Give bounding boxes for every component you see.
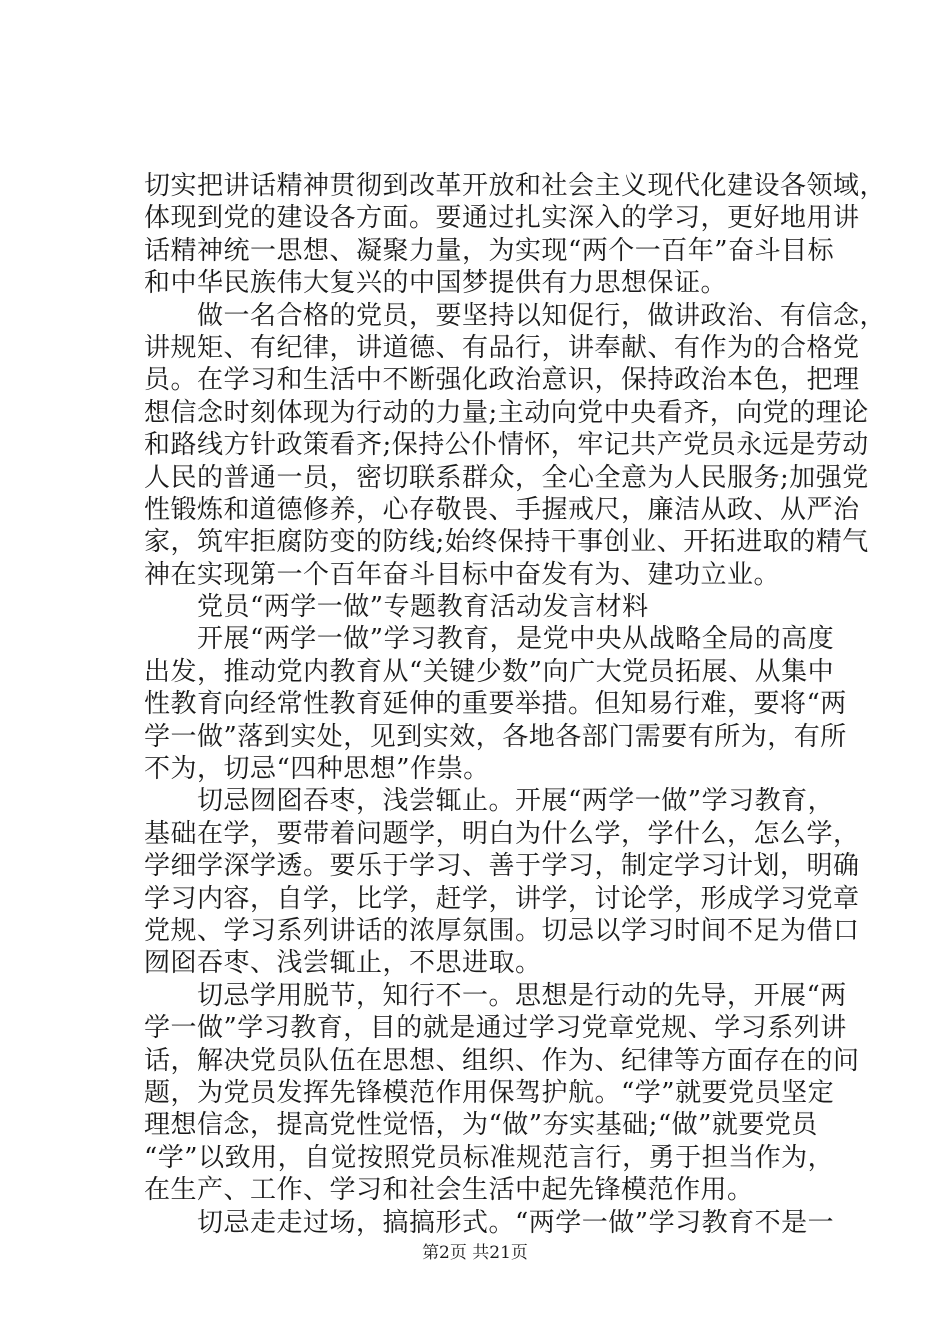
text-line: 人民的普通一员，密切联系群众，全心全意为人民服务;加强党 — [144, 462, 869, 493]
text-line: 囫囵吞枣、浅尝辄止，不思进取。 — [144, 948, 542, 979]
text-line: 做一名合格的党员，要坚持以知促行，做讲政治、有信念， — [144, 300, 887, 331]
text-line: 切实把讲话精神贯彻到改革开放和社会主义现代化建设各领域， — [144, 171, 887, 201]
document-body — [144, 170, 887, 1239]
text-line: 神在实现第一个百年奋斗目标中奋发有为、建功立业。 — [144, 559, 781, 590]
text-line: 体现到党的建设各方面。要通过扎实深入的学习，更好地用讲 — [144, 203, 860, 234]
text-line: 在生产、工作、学习和社会生活中起先锋模范作用。 — [144, 1175, 754, 1206]
text-line: 家，筑牢拒腐防变的防线;始终保持干事创业、开拓进取的精气 — [144, 527, 869, 558]
text-line: “学”以致用，自觉按照党员标准规范言行，勇于担当作为， — [144, 1142, 835, 1173]
text-line: 题，为党员发挥先锋模范作用保驾护航。“学”就要党员坚定 — [144, 1077, 835, 1108]
text-line: 话，解决党员队伍在思想、组织、作为、纪律等方面存在的问 — [144, 1045, 860, 1076]
text-line: 学一做”学习教育，目的就是通过学习党章党规、学习系列讲 — [144, 1013, 847, 1044]
text-line: 想信念时刻体现为行动的力量;主动向党中央看齐，向党的理论 — [144, 397, 869, 428]
text-line: 和中华民族伟大复兴的中国梦提供有力思想保证。 — [144, 268, 728, 299]
page-number: 第2页 共21页 — [422, 1243, 528, 1263]
text-line: 和路线方针政策看齐;保持公仆情怀，牢记共产党员永远是劳动 — [144, 430, 869, 461]
text-line: 切忌囫囵吞枣，浅尝辄止。开展“两学一做”学习教育， — [144, 786, 835, 817]
text-line: 开展“两学一做”学习教育，是党中央从战略全局的高度 — [144, 624, 835, 655]
text-line: 基础在学，要带着问题学，明白为什么学，学什么，怎么学， — [144, 818, 860, 849]
text-line: 性锻炼和道德修养，心存敬畏、手握戒尺，廉洁从政、从严治 — [144, 494, 860, 525]
section-heading: 党员“两学一做”专题教育活动发言材料 — [144, 592, 649, 623]
text-line: 讲规矩、有纪律，讲道德、有品行，讲奉献、有作为的合格党 — [144, 332, 860, 363]
text-line: 学一做”落到实处，见到实效，各地各部门需要有所为，有所 — [144, 721, 847, 752]
text-line: 学细学深学透。要乐于学习、善于学习，制定学习计划，明确 — [144, 851, 860, 882]
text-line: 性教育向经常性教育延伸的重要举措。但知易行难，要将“两 — [144, 689, 847, 720]
text-line: 切忌学用脱节，知行不一。思想是行动的先导，开展“两 — [144, 980, 847, 1011]
text-line: 切忌走走过场，搞搞形式。“两学一做”学习教育不是一 — [144, 1207, 835, 1238]
text-line: 话精神统一思想、凝聚力量，为实现“两个一百年”奋斗目标 — [144, 235, 835, 266]
text-line: 员。在学习和生活中不断强化政治意识，保持政治本色，把理 — [144, 365, 860, 396]
text-line: 不为，切忌“四种思想”作祟。 — [144, 754, 490, 785]
text-line: 理想信念，提高党性觉悟，为“做”夯实基础;“做”就要党员 — [144, 1110, 818, 1141]
text-line: 党规、学习系列讲话的浓厚氛围。切忌以学习时间不足为借口 — [144, 915, 860, 946]
text-line: 学习内容，自学，比学，赶学，讲学，讨论学，形成学习党章 — [144, 883, 860, 914]
text-line: 出发，推动党内教育从“关键少数”向广大党员拓展、从集中 — [144, 656, 835, 687]
